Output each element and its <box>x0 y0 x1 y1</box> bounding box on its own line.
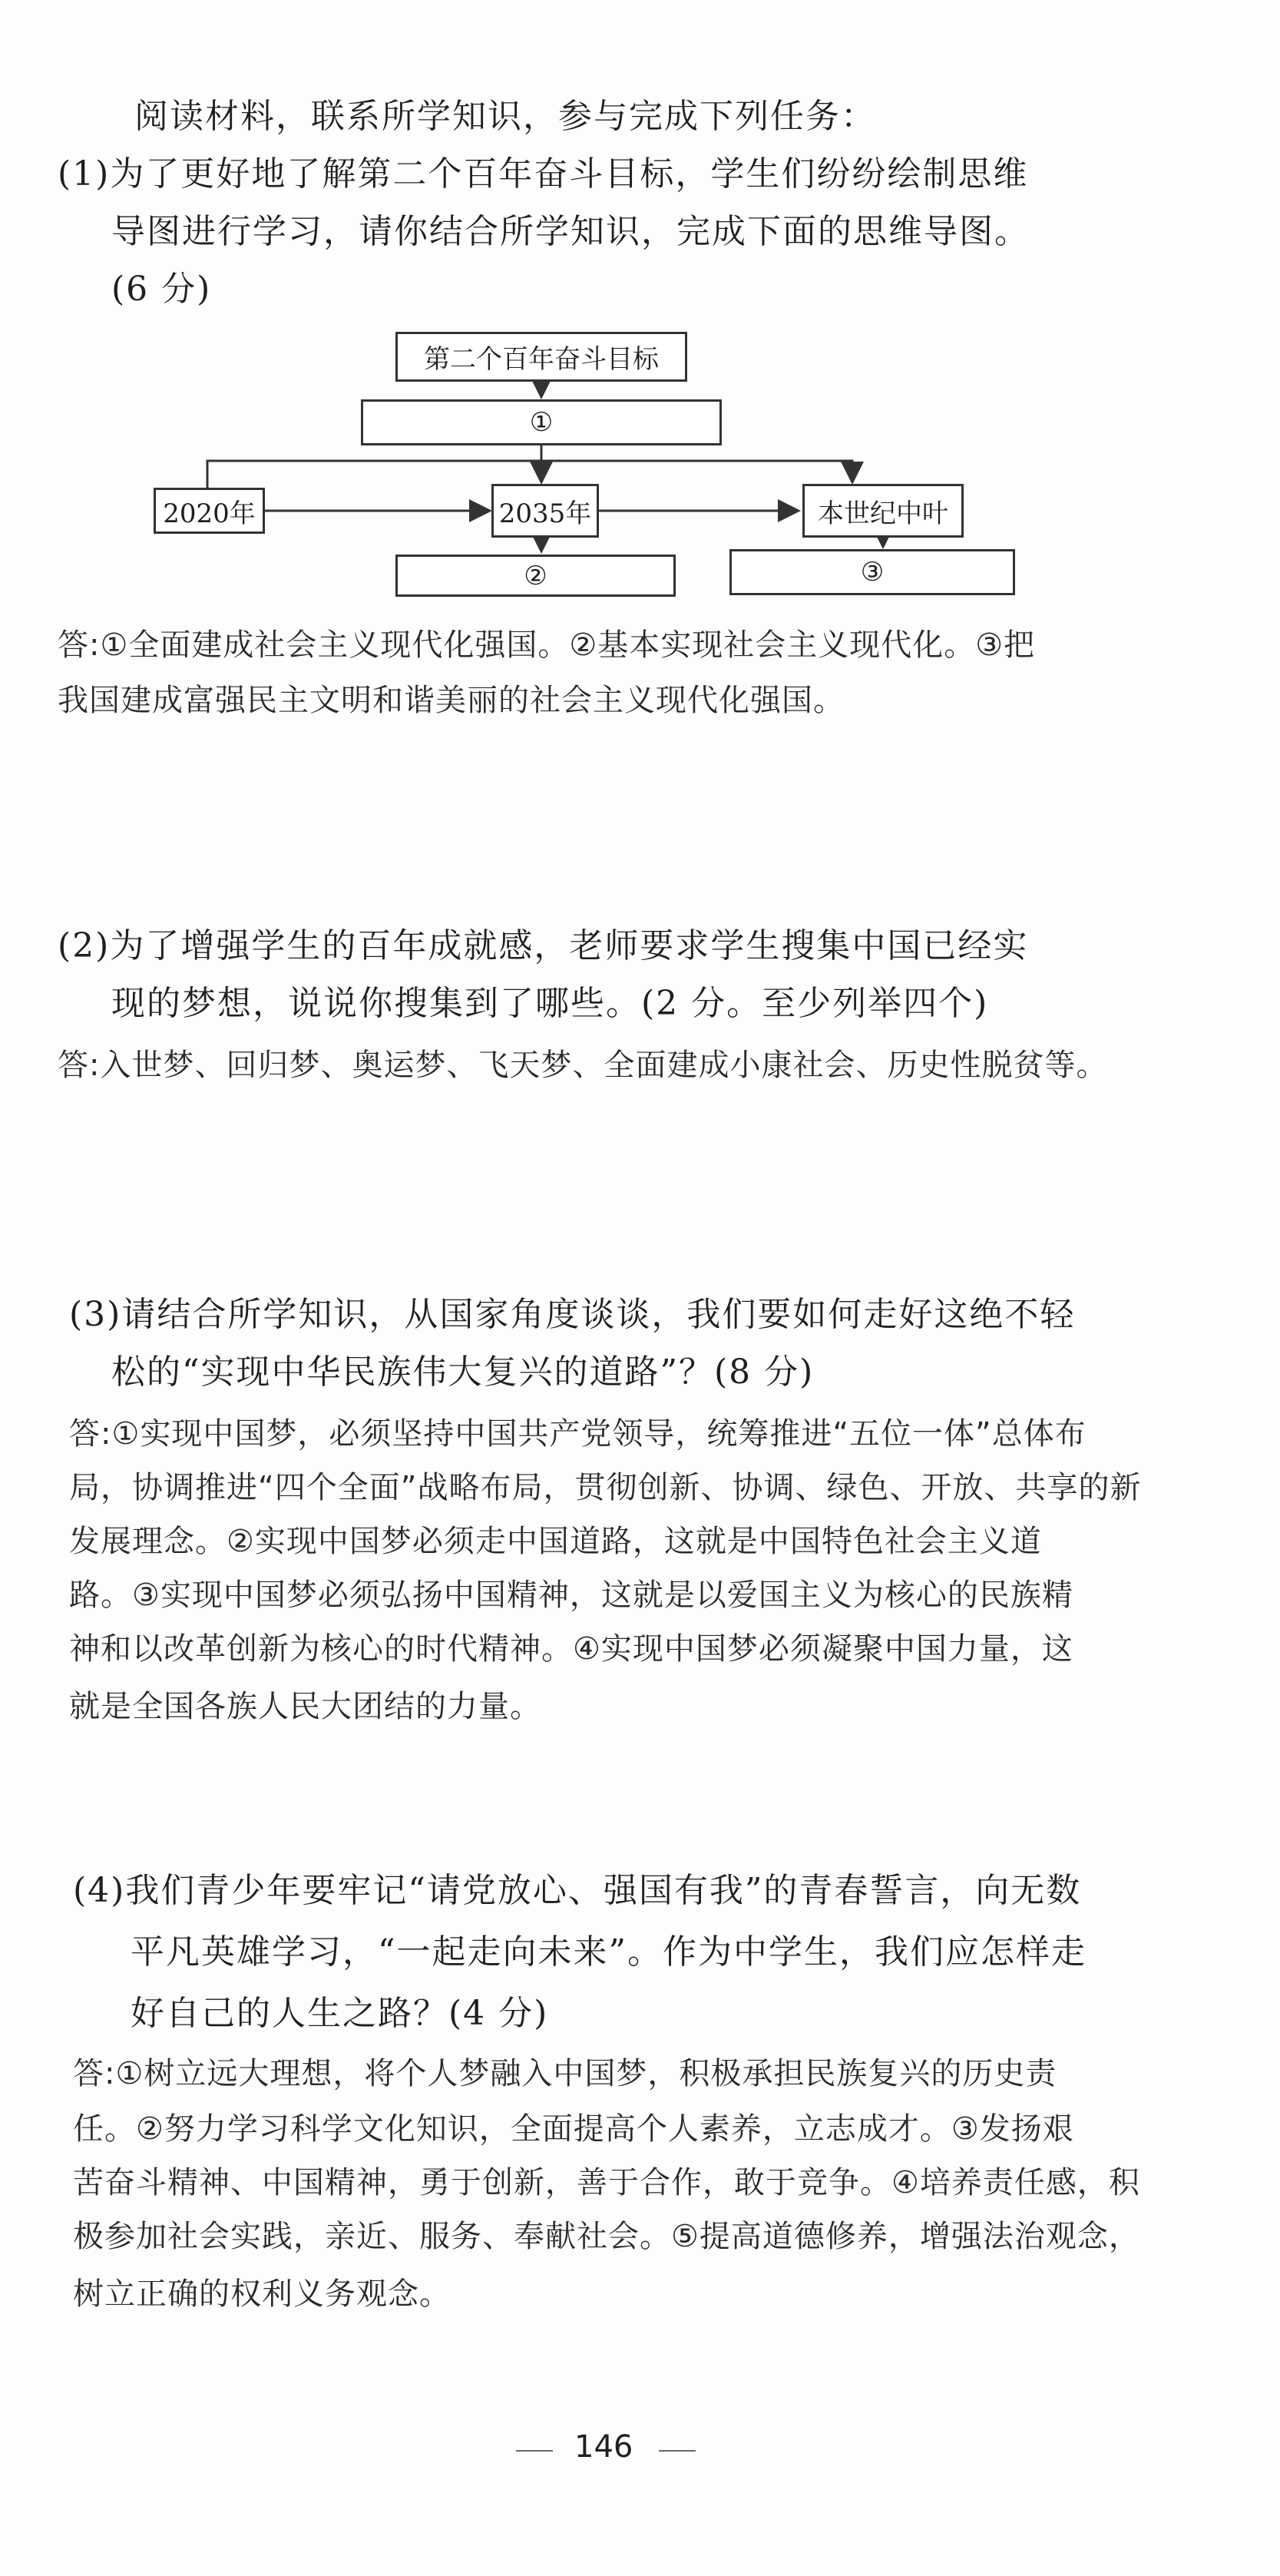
mindmap-blank3-box: ③ <box>729 549 1015 595</box>
a1-line1: 答:①全面建成社会主义现代化强国。②基本实现社会主义现代化。③把 <box>58 627 1036 663</box>
q4-line3: 好自己的人生之路？(4 分) <box>131 1994 549 2033</box>
mindmap-midcentury-box: 本世纪中叶 <box>802 484 964 538</box>
q2-line2: 现的梦想，说说你搜集到了哪些。(2 分。至少列举四个) <box>111 984 989 1023</box>
page-number-dash-right <box>659 2450 696 2452</box>
a1-line2: 我国建成富强民主文明和谐美丽的社会主义现代化强国。 <box>58 683 845 718</box>
a3-line5: 神和以改革创新为核心的时代精神。④实现中国梦必须凝聚中国力量，这 <box>69 1631 1073 1667</box>
a2-line1: 答:入世梦、回归梦、奥运梦、飞天梦、全面建成小康社会、历史性脱贫等。 <box>58 1048 1108 1083</box>
q4-line1: (4)我们青少年要牢记“请党放心、强国有我”的青春誓言，向无数 <box>73 1871 1082 1910</box>
a4-line4: 极参加社会实践，亲近、服务、奉献社会。⑤提高道德修养，增强法治观念， <box>73 2219 1140 2254</box>
a4-line3: 苦奋斗精神、中国精神，勇于创新，善于合作，敢于竞争。④培养责任感，积 <box>73 2165 1140 2200</box>
q1-line1: (1)为了更好地了解第二个百年奋斗目标，学生们纷纷绘制思维 <box>58 154 1029 194</box>
q3-line1: (3)请结合所学知识，从国家角度谈谈，我们要如何走好这绝不轻 <box>69 1295 1076 1334</box>
q4-line2: 平凡英雄学习，“一起走向未来”。作为中学生，我们应怎样走 <box>131 1932 1087 1972</box>
page-number-dash-left <box>516 2450 553 2452</box>
a3-line4: 路。③实现中国梦必须弘扬中国精神，这就是以爱国主义为核心的民族精 <box>69 1578 1073 1613</box>
arrow-blank1-to-midcentury <box>541 461 852 482</box>
q1-line2: 导图进行学习，请你结合所学知识，完成下面的思维导图。 <box>111 212 1030 251</box>
intro-text: 阅读材料，联系所学知识，参与完成下列任务： <box>134 97 876 136</box>
mindmap-blank2-box: ② <box>395 555 676 597</box>
q3-line2: 松的“实现中华民族伟大复兴的道路”？(8 分) <box>111 1353 815 1392</box>
a3-line2: 局，协调推进“四个全面”战略布局，贯彻创新、协调、绿色、开放、共享的新 <box>69 1470 1142 1505</box>
a4-line5: 树立正确的权利义务观念。 <box>73 2276 451 2312</box>
a3-line1: 答:①实现中国梦，必须坚持中国共产党领导，统筹推进“五位一体”总体布 <box>69 1416 1087 1452</box>
mindmap-blank1-box: ① <box>361 399 722 445</box>
mindmap-2035-box: 2035年 <box>491 484 599 538</box>
a4-line1: 答:①树立远大理想，将个人梦融入中国梦，积极承担民族复兴的历史责 <box>73 2056 1057 2091</box>
page-number: 146 <box>574 2429 633 2465</box>
a4-line2: 任。②努力学习科学文化知识，全面提高个人素养，立志成才。③发扬艰 <box>73 2111 1074 2147</box>
mindmap-2020-box: 2020年 <box>154 488 265 534</box>
connector-blank1-to-2020 <box>207 445 541 488</box>
q2-line1: (2)为了增强学生的百年成就感，老师要求学生搜集中国已经实 <box>58 926 1029 965</box>
a3-line6: 就是全国各族人民大团结的力量。 <box>69 1689 541 1724</box>
mindmap-top-box: 第二个百年奋斗目标 <box>395 332 687 382</box>
q1-line3: (6 分) <box>111 270 212 309</box>
a3-line3: 发展理念。②实现中国梦必须走中国道路，这就是中国特色社会主义道 <box>69 1524 1042 1559</box>
